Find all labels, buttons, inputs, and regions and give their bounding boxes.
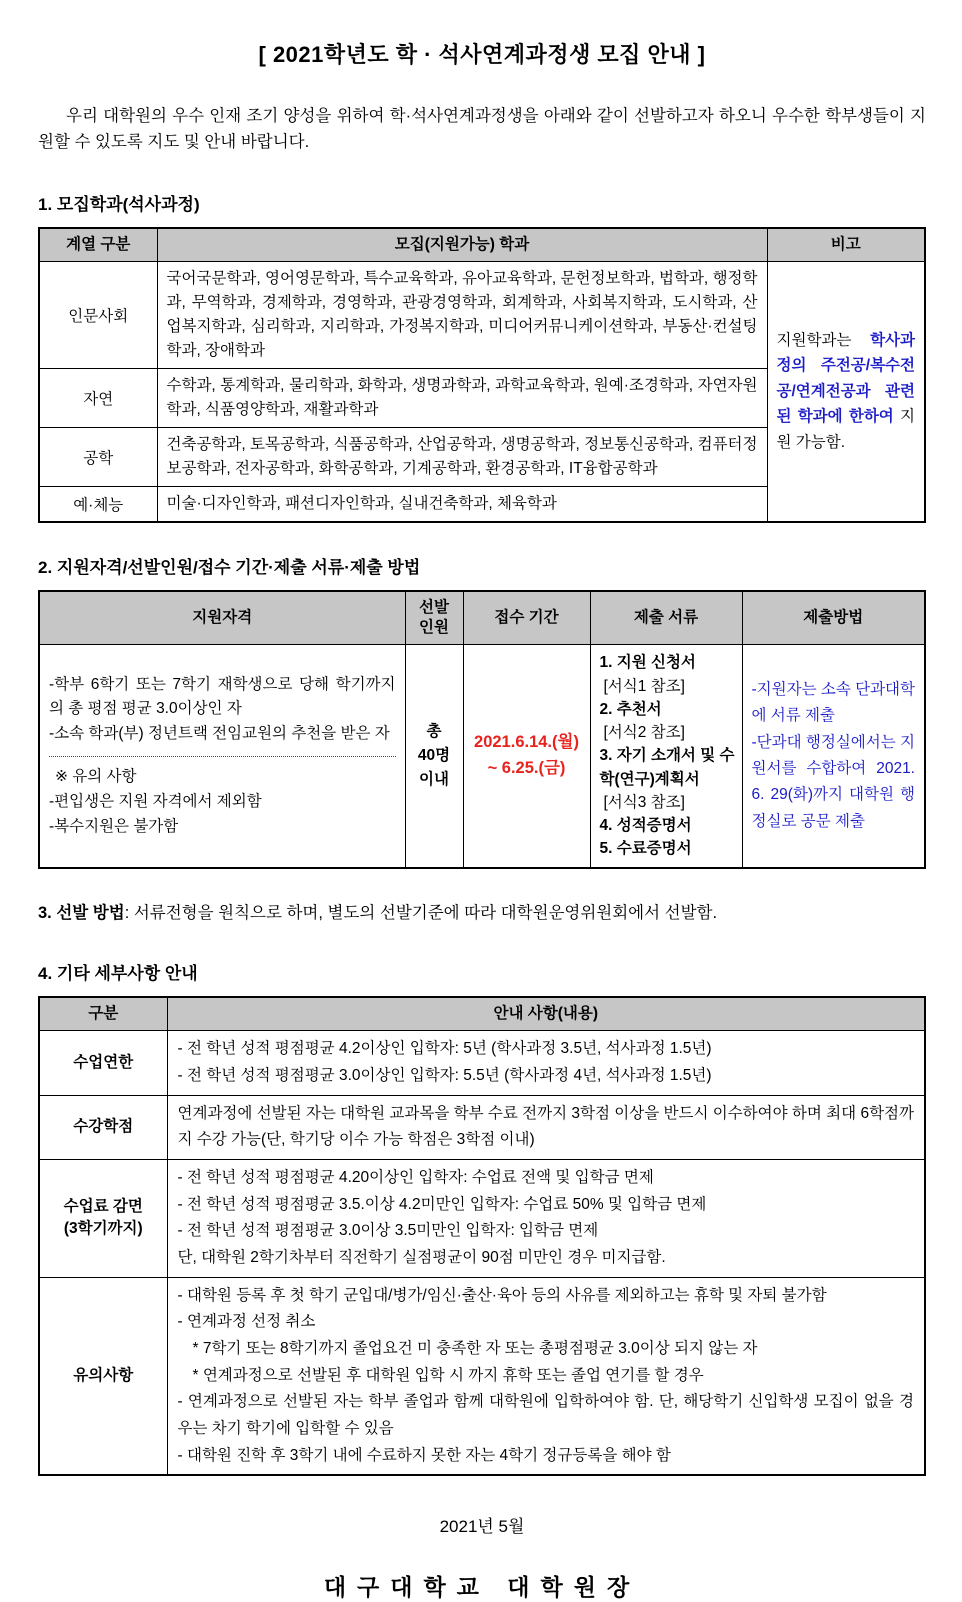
document-item: 3. 자기 소개서 및 수학(연구)계획서	[599, 747, 735, 788]
document-item: 2. 추천서	[599, 700, 662, 718]
period-line: ~ 6.25.(금)	[487, 758, 566, 777]
column-header-method: 제출방법	[742, 591, 925, 645]
column-header-qualification: 지원자격	[39, 591, 405, 645]
section3-text	[38, 901, 926, 926]
departments-cell: 건축공학과, 토목공학과, 식품공학과, 산업공학과, 생명공학과, 정보통신공학과, 컴퓨터정보공학과, 전자공학과, 화학공학과, 기계공학과, 환경공학과, IT융합공학과	[157, 428, 767, 487]
row-content	[167, 1095, 925, 1159]
note-suffix: 지원 가능함.	[776, 408, 915, 451]
content-line: - 전 학년 성적 평점평균 3.0이상 3.5미만인 입학자: 입학금 면제	[177, 1222, 599, 1240]
column-header-division: 구분	[39, 997, 167, 1031]
period-cell	[463, 645, 590, 868]
caution-title: ※ 유의 사항	[55, 767, 137, 785]
row-label-line: (3학기까지)	[63, 1220, 143, 1238]
category-cell: 예·체능	[39, 487, 157, 523]
content-subline: * 연계과정으로 선발된 후 대학원 입학 시 까지 휴학 또는 졸업 연기를 할 경우	[192, 1366, 704, 1384]
content-subline: * 7학기 또는 8학기까지 졸업요건 미 충족한 자 또는 총평점평균 3.0이상 되지 않는 자	[192, 1340, 758, 1358]
content-line: 단, 대학원 2학기차부터 직전학기 실점평균이 90점 미만인 경우 미지급함.	[177, 1249, 666, 1267]
footer-signature: 대구대학교 대학원장	[323, 1574, 641, 1601]
category-cell: 인문사회	[39, 261, 157, 368]
section1-heading: 1. 모집학과(석사과정)	[38, 194, 200, 214]
row-label: 수강학점	[39, 1095, 167, 1159]
qualification-line: -학부 6학기 또는 7학기 재학생으로 당해 학기까지의 총 평점 평균 3.0이상인 자	[49, 675, 396, 718]
table-row	[39, 1277, 925, 1475]
category-cell: 자연	[39, 368, 157, 427]
application-info-table	[38, 590, 926, 869]
footer-date: 2021년 5월	[439, 1517, 525, 1537]
table-header-row	[39, 591, 925, 645]
row-label-line: 수업료 감면	[63, 1197, 143, 1215]
caution-line: -편입생은 지원 자격에서 제외함	[49, 792, 262, 810]
section3-heading: 3. 선발 방법	[38, 903, 125, 922]
page-title: [ 2021학년도 학 · 석사연계과정생 모집 안내 ]	[258, 42, 706, 67]
method-line: -단과대 행정실에서는 지원서를 수합하여 2021. 6. 29(화)까지 대학원 행정실로 공문 제출	[751, 733, 916, 830]
method-cell	[742, 645, 925, 868]
section4-heading: 4. 기타 세부사항 안내	[38, 964, 198, 984]
column-header-quota: 선발 인원	[405, 591, 463, 645]
content-line: 연계과정에 선발된 자는 대학원 교과목을 학부 수료 전까지 3학점 이상을 반드시 이수하여야 하며 최대 6학점까지 수강 가능(단, 학기당 이수 가능 학점은 3학점 이내)	[177, 1104, 914, 1149]
departments-cell: 미술·디자인학과, 패션디자인학과, 실내건축학과, 체육학과	[157, 487, 767, 523]
document-item: 5. 수료증명서	[599, 840, 692, 858]
row-content	[167, 1277, 925, 1475]
departments-cell: 수학과, 통계학과, 물리학과, 화학과, 생명과학과, 과학교육학과, 원예·조경학과, 자연자원학과, 식품영양학과, 재활과학과	[157, 368, 767, 427]
column-header-period: 접수 기간	[463, 591, 590, 645]
table-row	[39, 1160, 925, 1278]
quota-cell	[405, 645, 463, 868]
documents-cell	[590, 645, 742, 868]
quota-line: 총	[426, 722, 442, 740]
recruiting-departments-table	[38, 227, 926, 523]
table-row	[39, 645, 925, 868]
note-highlight: 학사과정의 주전공/복수전공/연계전공과 관련된 학과에 한하여	[776, 331, 915, 426]
category-cell: 공학	[39, 428, 157, 487]
table-row	[39, 1095, 925, 1159]
row-content	[167, 1031, 925, 1095]
column-header-category: 계열 구분	[39, 228, 157, 262]
content-line: - 대학원 진학 후 3학기 내에 수료하지 못한 자는 4학기 정규등록을 해야 함	[177, 1446, 671, 1464]
details-table	[38, 996, 926, 1476]
document-reference: [서식3 참조]	[603, 793, 685, 811]
quota-line: 40명	[417, 746, 451, 764]
row-label: 유의사항	[39, 1277, 167, 1475]
period-line: 2021.6.14.(월)	[474, 733, 579, 752]
content-line: - 전 학년 성적 평점평균 4.20이상인 입학자: 수업료 전액 및 입학금 면제	[177, 1169, 654, 1187]
note-cell	[767, 261, 925, 522]
content-line: - 전 학년 성적 평점평균 4.2이상인 입학자: 5년 (학사과정 3.5년, 석사과정 1.5년)	[177, 1040, 712, 1058]
column-header-note: 비고	[767, 228, 925, 262]
table-header-row	[39, 997, 925, 1031]
qualification-cell	[39, 645, 405, 868]
row-label	[39, 1160, 167, 1278]
table-header-row	[39, 228, 925, 262]
section3-body: : 서류전형을 원칙으로 하며, 별도의 선발기준에 따라 대학원운영위원회에서 선발함.	[124, 903, 718, 922]
content-line: - 연계과정으로 선발된 자는 학부 졸업과 함께 대학원에 입학하여야 함. 단, 해당학기 신입학생 모집이 없을 경우는 차기 학기에 입학할 수 있음	[177, 1393, 914, 1438]
method-line: -지원자는 소속 단과대학에 서류 제출	[751, 680, 916, 725]
qualification-line: -소속 학과(부) 정년트랙 전임교원의 추천을 받은 자	[49, 725, 390, 743]
qualification-caution-block	[49, 756, 396, 839]
document-item: 4. 성적증명서	[599, 817, 692, 835]
content-line: - 대학원 등록 후 첫 학기 군입대/병가/임신·출산·육아 등의 사유를 제외하고는 휴학 및 자퇴 불가함	[177, 1286, 827, 1304]
column-header-departments: 모집(지원가능) 학과	[157, 228, 767, 262]
content-line: - 연계과정 선정 취소	[177, 1313, 316, 1331]
caution-line: -복수지원은 불가함	[49, 817, 179, 835]
column-header-documents: 제출 서류	[590, 591, 742, 645]
table-row	[39, 1031, 925, 1095]
section2-heading: 2. 지원자격/선발인원/접수 기간·제출 서류·제출 방법	[38, 558, 421, 578]
note-prefix: 지원학과는	[776, 331, 871, 349]
quota-line: 이내	[419, 770, 449, 788]
table-row	[39, 261, 925, 368]
intro-paragraph: 우리 대학원의 우수 인재 조기 양성을 위하여 학·석사연계과정생을 아래와 같이 선발하고자 하오니 우수한 학부생들이 지원할 수 있도록 지도 및 안내 바랍니다.	[38, 107, 926, 152]
row-label: 수업연한	[39, 1031, 167, 1095]
document-item: 1. 지원 신청서	[599, 654, 696, 672]
departments-cell: 국어국문학과, 영어영문학과, 특수교육학과, 유아교육학과, 문헌정보학과, 법학과, 행정학과, 무역학과, 경제학과, 경영학과, 관광경영학과, 회계학과, 사회복지학과, 도시학과, 산업복지학과, 심리학과, 지리학과, 가정복지학과, 미디어커뮤니케이션학과, 부동산·컨설팅학과, 장애학과	[157, 261, 767, 368]
document-reference: [서식2 참조]	[603, 724, 685, 742]
content-line: - 전 학년 성적 평점평균 3.0이상인 입학자: 5.5년 (학사과정 4년, 석사과정 1.5년)	[177, 1067, 712, 1085]
content-line: - 전 학년 성적 평점평균 3.5.이상 4.2미만인 입학자: 수업료 50% 및 입학금 면제	[177, 1195, 707, 1213]
document-reference: [서식1 참조]	[603, 677, 685, 695]
column-header-content: 안내 사항(내용)	[167, 997, 925, 1031]
row-content	[167, 1160, 925, 1278]
